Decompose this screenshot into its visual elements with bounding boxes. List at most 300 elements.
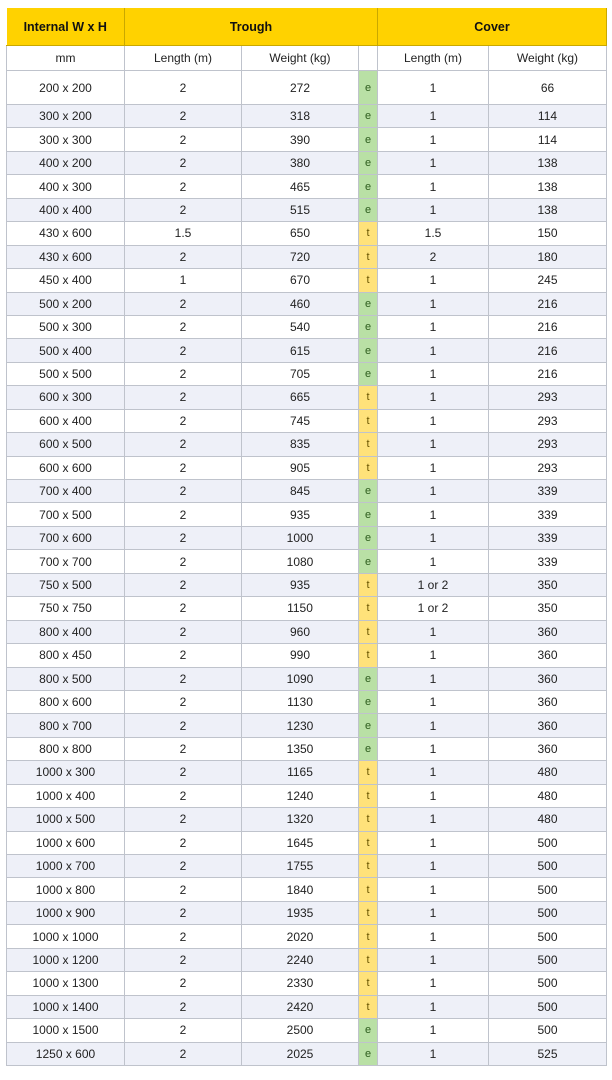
trough-length-cell: 2 [125,128,242,151]
trough-length-cell: 2 [125,597,242,620]
trough-weight-cell: 905 [242,456,359,479]
table-body [7,71,607,1066]
cover-length-cell: 1 [378,644,489,667]
code-cell: t [359,409,378,432]
cover-weight-cell: 525 [489,1042,607,1065]
code-cell: e [359,151,378,174]
cover-weight-cell: 500 [489,972,607,995]
cover-length-cell: 1 or 2 [378,573,489,596]
trough-length-cell: 2 [125,784,242,807]
code-cell: t [359,784,378,807]
table-row [7,714,607,737]
trough-length-cell: 2 [125,198,242,221]
trough-length-cell: 2 [125,901,242,924]
table-row [7,1019,607,1042]
table-row [7,925,607,948]
cover-weight-cell: 339 [489,526,607,549]
cover-weight-cell: 360 [489,714,607,737]
table-row [7,644,607,667]
trough-length-cell: 2 [125,245,242,268]
cover-weight-cell: 216 [489,315,607,338]
cover-length-cell: 1 [378,503,489,526]
code-cell: e [359,71,378,105]
cover-length-cell: 1 [378,1019,489,1042]
table-row [7,620,607,643]
header-cover-weight: Weight (kg) [489,46,607,71]
table-row [7,972,607,995]
size-cell: 450 x 400 [7,269,125,292]
cover-length-cell: 1 [378,761,489,784]
size-cell: 500 x 400 [7,339,125,362]
trough-length-cell: 2 [125,972,242,995]
trough-weight-cell: 1230 [242,714,359,737]
size-cell: 1000 x 300 [7,761,125,784]
table-row [7,855,607,878]
cover-weight-cell: 216 [489,339,607,362]
trough-weight-cell: 515 [242,198,359,221]
cover-length-cell: 1 [378,737,489,760]
size-cell: 500 x 200 [7,292,125,315]
trough-weight-cell: 720 [242,245,359,268]
cover-weight-cell: 293 [489,456,607,479]
table-row [7,901,607,924]
header-units: mm [7,46,125,71]
trough-weight-cell: 390 [242,128,359,151]
cover-weight-cell: 339 [489,503,607,526]
trough-length-cell: 1 [125,269,242,292]
trough-weight-cell: 935 [242,573,359,596]
trough-weight-cell: 460 [242,292,359,315]
trough-length-cell: 2 [125,948,242,971]
cover-weight-cell: 500 [489,878,607,901]
table-row [7,175,607,198]
cover-weight-cell: 180 [489,245,607,268]
cover-length-cell: 1 [378,1042,489,1065]
cover-length-cell: 1 [378,901,489,924]
size-cell: 1000 x 500 [7,808,125,831]
trough-weight-cell: 380 [242,151,359,174]
trough-weight-cell: 935 [242,503,359,526]
size-cell: 700 x 400 [7,480,125,503]
trough-length-cell: 2 [125,175,242,198]
table-row [7,503,607,526]
trough-weight-cell: 1755 [242,855,359,878]
cover-weight-cell: 360 [489,620,607,643]
trough-weight-cell: 1240 [242,784,359,807]
trough-length-cell: 2 [125,995,242,1018]
code-cell: e [359,667,378,690]
code-cell: e [359,1019,378,1042]
table-row [7,269,607,292]
size-cell: 300 x 300 [7,128,125,151]
code-cell: e [359,105,378,128]
code-cell: e [359,128,378,151]
table-row [7,71,607,105]
table-row [7,690,607,713]
trough-weight-cell: 1130 [242,690,359,713]
cover-weight-cell: 114 [489,105,607,128]
code-cell: e [359,175,378,198]
cover-weight-cell: 500 [489,855,607,878]
trough-length-cell: 2 [125,878,242,901]
trough-length-cell: 2 [125,808,242,831]
cover-length-cell: 2 [378,245,489,268]
size-cell: 750 x 750 [7,597,125,620]
size-cell: 1000 x 800 [7,878,125,901]
trough-weight-cell: 2240 [242,948,359,971]
cover-weight-cell: 245 [489,269,607,292]
cover-length-cell: 1 [378,198,489,221]
table-row [7,573,607,596]
table-row [7,292,607,315]
cover-length-cell: 1 [378,339,489,362]
code-cell: t [359,855,378,878]
header-trough-length: Length (m) [125,46,242,71]
trough-weight-cell: 1840 [242,878,359,901]
trough-length-cell: 2 [125,761,242,784]
table-row [7,761,607,784]
cover-length-cell: 1 [378,128,489,151]
code-cell: e [359,714,378,737]
size-cell: 600 x 400 [7,409,125,432]
trough-length-cell: 2 [125,386,242,409]
size-cell: 800 x 500 [7,667,125,690]
code-cell: t [359,878,378,901]
trough-weight-cell: 1150 [242,597,359,620]
cover-weight-cell: 360 [489,667,607,690]
code-cell: e [359,737,378,760]
trough-length-cell: 2 [125,480,242,503]
cover-length-cell: 1 [378,526,489,549]
trough-weight-cell: 665 [242,386,359,409]
cover-length-cell: 1 [378,690,489,713]
trough-weight-cell: 670 [242,269,359,292]
header-row-sub [7,46,607,71]
trough-weight-cell: 650 [242,222,359,245]
code-cell: t [359,456,378,479]
header-row-main [7,8,607,46]
code-cell: t [359,831,378,854]
trough-length-cell: 2 [125,105,242,128]
code-cell: t [359,925,378,948]
trough-cover-spec-table [6,8,607,1066]
size-cell: 500 x 300 [7,315,125,338]
trough-weight-cell: 272 [242,71,359,105]
trough-weight-cell: 615 [242,339,359,362]
size-cell: 1000 x 1000 [7,925,125,948]
cover-length-cell: 1 [378,667,489,690]
table-row [7,128,607,151]
trough-length-cell: 2 [125,644,242,667]
cover-length-cell: 1 [378,105,489,128]
table-row [7,808,607,831]
cover-length-cell: 1 [378,292,489,315]
spec-table-container [6,8,606,1066]
table-row [7,831,607,854]
cover-weight-cell: 500 [489,831,607,854]
code-cell: e [359,362,378,385]
code-cell: t [359,222,378,245]
cover-length-cell: 1 [378,269,489,292]
trough-weight-cell: 318 [242,105,359,128]
trough-length-cell: 2 [125,292,242,315]
code-cell: t [359,972,378,995]
cover-weight-cell: 500 [489,1019,607,1042]
table-row [7,667,607,690]
code-cell: e [359,503,378,526]
cover-weight-cell: 339 [489,550,607,573]
size-cell: 200 x 200 [7,71,125,105]
cover-length-cell: 1 [378,948,489,971]
cover-length-cell: 1 [378,456,489,479]
trough-weight-cell: 990 [242,644,359,667]
cover-length-cell: 1 [378,620,489,643]
code-cell: e [359,198,378,221]
trough-length-cell: 2 [125,737,242,760]
table-row [7,526,607,549]
table-row [7,948,607,971]
trough-weight-cell: 835 [242,433,359,456]
size-cell: 800 x 600 [7,690,125,713]
trough-length-cell: 2 [125,714,242,737]
trough-length-cell: 2 [125,315,242,338]
cover-weight-cell: 500 [489,925,607,948]
cover-length-cell: 1 [378,808,489,831]
trough-weight-cell: 1320 [242,808,359,831]
size-cell: 700 x 700 [7,550,125,573]
size-cell: 1000 x 1500 [7,1019,125,1042]
trough-length-cell: 2 [125,831,242,854]
size-cell: 800 x 800 [7,737,125,760]
cover-length-cell: 1 or 2 [378,597,489,620]
cover-length-cell: 1.5 [378,222,489,245]
cover-weight-cell: 480 [489,784,607,807]
code-cell: e [359,550,378,573]
code-cell: e [359,1042,378,1065]
cover-length-cell: 1 [378,995,489,1018]
trough-length-cell: 1.5 [125,222,242,245]
code-cell: t [359,901,378,924]
code-cell: t [359,573,378,596]
size-cell: 400 x 200 [7,151,125,174]
cover-weight-cell: 293 [489,433,607,456]
table-row [7,480,607,503]
code-cell: t [359,948,378,971]
cover-weight-cell: 500 [489,901,607,924]
trough-length-cell: 2 [125,339,242,362]
cover-length-cell: 1 [378,151,489,174]
code-cell: e [359,690,378,713]
size-cell: 750 x 500 [7,573,125,596]
trough-weight-cell: 2025 [242,1042,359,1065]
trough-length-cell: 2 [125,667,242,690]
trough-length-cell: 2 [125,1042,242,1065]
cover-weight-cell: 293 [489,386,607,409]
table-row [7,222,607,245]
trough-length-cell: 2 [125,456,242,479]
cover-length-cell: 1 [378,409,489,432]
size-cell: 1000 x 900 [7,901,125,924]
trough-weight-cell: 2330 [242,972,359,995]
trough-length-cell: 2 [125,151,242,174]
table-row [7,784,607,807]
table-row [7,878,607,901]
header-code-blank [359,46,378,71]
table-row [7,105,607,128]
cover-weight-cell: 66 [489,71,607,105]
cover-weight-cell: 480 [489,808,607,831]
size-cell: 300 x 200 [7,105,125,128]
trough-weight-cell: 1090 [242,667,359,690]
code-cell: t [359,597,378,620]
trough-weight-cell: 1645 [242,831,359,854]
cover-weight-cell: 500 [489,948,607,971]
cover-weight-cell: 500 [489,995,607,1018]
table-row [7,409,607,432]
cover-length-cell: 1 [378,362,489,385]
trough-length-cell: 2 [125,71,242,105]
cover-weight-cell: 360 [489,737,607,760]
trough-length-cell: 2 [125,1019,242,1042]
cover-weight-cell: 216 [489,362,607,385]
table-row [7,1042,607,1065]
table-row [7,597,607,620]
size-cell: 1000 x 700 [7,855,125,878]
code-cell: e [359,480,378,503]
code-cell: e [359,339,378,362]
table-row [7,995,607,1018]
cover-weight-cell: 350 [489,573,607,596]
size-cell: 1000 x 1200 [7,948,125,971]
trough-weight-cell: 960 [242,620,359,643]
table-row [7,362,607,385]
trough-length-cell: 2 [125,409,242,432]
size-cell: 600 x 600 [7,456,125,479]
cover-length-cell: 1 [378,972,489,995]
cover-length-cell: 1 [378,855,489,878]
trough-weight-cell: 540 [242,315,359,338]
trough-weight-cell: 1000 [242,526,359,549]
code-cell: t [359,644,378,667]
cover-weight-cell: 150 [489,222,607,245]
size-cell: 430 x 600 [7,222,125,245]
trough-weight-cell: 2500 [242,1019,359,1042]
cover-length-cell: 1 [378,480,489,503]
cover-length-cell: 1 [378,714,489,737]
cover-length-cell: 1 [378,925,489,948]
cover-weight-cell: 350 [489,597,607,620]
trough-length-cell: 2 [125,362,242,385]
size-cell: 1250 x 600 [7,1042,125,1065]
cover-length-cell: 1 [378,831,489,854]
cover-weight-cell: 293 [489,409,607,432]
code-cell: t [359,245,378,268]
table-row [7,151,607,174]
trough-weight-cell: 1350 [242,737,359,760]
cover-weight-cell: 360 [489,644,607,667]
code-cell: e [359,526,378,549]
code-cell: t [359,433,378,456]
table-row [7,315,607,338]
cover-length-cell: 1 [378,71,489,105]
trough-length-cell: 2 [125,503,242,526]
size-cell: 800 x 400 [7,620,125,643]
size-cell: 400 x 400 [7,198,125,221]
trough-weight-cell: 705 [242,362,359,385]
header-internal-size: Internal W x H [7,8,125,46]
size-cell: 700 x 600 [7,526,125,549]
table-row [7,737,607,760]
trough-length-cell: 2 [125,550,242,573]
header-trough: Trough [125,8,378,46]
code-cell: t [359,761,378,784]
cover-weight-cell: 138 [489,175,607,198]
trough-weight-cell: 845 [242,480,359,503]
size-cell: 800 x 700 [7,714,125,737]
trough-weight-cell: 465 [242,175,359,198]
trough-length-cell: 2 [125,690,242,713]
size-cell: 400 x 300 [7,175,125,198]
table-row [7,198,607,221]
cover-length-cell: 1 [378,386,489,409]
table-row [7,456,607,479]
table-row [7,433,607,456]
header-cover: Cover [378,8,607,46]
trough-length-cell: 2 [125,573,242,596]
trough-weight-cell: 1935 [242,901,359,924]
cover-length-cell: 1 [378,784,489,807]
cover-weight-cell: 216 [489,292,607,315]
cover-length-cell: 1 [378,550,489,573]
cover-length-cell: 1 [378,433,489,456]
trough-weight-cell: 1080 [242,550,359,573]
cover-weight-cell: 114 [489,128,607,151]
table-row [7,550,607,573]
table-row [7,245,607,268]
trough-weight-cell: 1165 [242,761,359,784]
cover-weight-cell: 360 [489,690,607,713]
code-cell: t [359,386,378,409]
code-cell: e [359,292,378,315]
size-cell: 1000 x 1400 [7,995,125,1018]
cover-weight-cell: 138 [489,151,607,174]
trough-length-cell: 2 [125,433,242,456]
cover-weight-cell: 138 [489,198,607,221]
cover-length-cell: 1 [378,175,489,198]
trough-weight-cell: 2420 [242,995,359,1018]
trough-length-cell: 2 [125,925,242,948]
table-row [7,339,607,362]
size-cell: 1000 x 1300 [7,972,125,995]
size-cell: 700 x 500 [7,503,125,526]
code-cell: t [359,995,378,1018]
size-cell: 1000 x 400 [7,784,125,807]
code-cell: e [359,315,378,338]
size-cell: 500 x 500 [7,362,125,385]
cover-weight-cell: 480 [489,761,607,784]
cover-length-cell: 1 [378,315,489,338]
code-cell: t [359,269,378,292]
code-cell: t [359,620,378,643]
trough-length-cell: 2 [125,620,242,643]
size-cell: 600 x 300 [7,386,125,409]
trough-length-cell: 2 [125,855,242,878]
header-trough-weight: Weight (kg) [242,46,359,71]
header-cover-length: Length (m) [378,46,489,71]
table-row [7,386,607,409]
cover-weight-cell: 339 [489,480,607,503]
size-cell: 1000 x 600 [7,831,125,854]
